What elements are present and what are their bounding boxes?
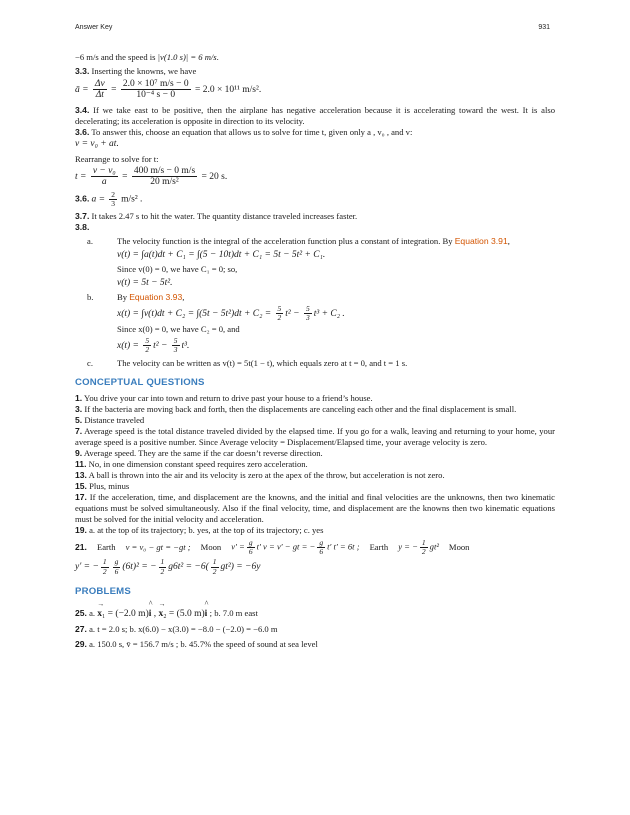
list-item: 3. If the bacteria are moving back and forth, then the displacements are canceling each other and the final displacement is small. [75,403,517,414]
answer-3-3: 3.3. Inserting the knowns, we have [75,66,197,76]
acceleration-equation: ā = $\frac{\Delta v}{\Delta t}$ = $\frac{\text{2.0 × 10⁷ m/s − 0}}{\text{10⁻⁴ s − 0}}$ = 2.0 × 10¹¹ m/s². [75,79,262,101]
answer-3-8-b: b. By Equation 3.93, x(t) = ∫v(t)dt + C₂ = ∫(5t − 5t²)dt + C₂ = $\frac{5}{2}$ t² − $\frac{5}{3}$ t³ + C₂ . Since x(0) = 0, we have C₂ = 0, and x(t) = $\frac{5}{2}$ t² − $\frac{5}{3}$ t³. [75,292,555,355]
answer-3-7: 3.7. It takes 2.47 s to hit the water. The quantity distance traveled increases faster. [75,211,358,222]
answer-3-6: 3.6. To answer this, choose an equation that allows us to solve for time t, given only a , v₀ , and v: [75,126,413,137]
answer-3-8-c: c. The velocity can be written as v(t) = 5t(1 − t), which equals zero at t = 0, and t = 1 s. [87,357,408,368]
list-item: 7. Average speed is the total distance traveled divided by the elapsed time. If you go for a walk, leaving and returning to your home, your average speed is a positive number. Since Average velocity = Displacement/Elapsed time, your average velocity is zero. [75,425,555,447]
problem-25: 25. a. → x₁ = (−2.0 m)^ i , → x₂ = (5.0 m)^ i ; b. 7.0 m east [75,608,555,620]
answer-3-8-a: a. The velocity function is the integral of the acceleration function plus a constant of integration. By Equation 3.91, v(t) = ∫a(t)dt + C₁ = ∫(5 − 10t)dt + C₁ = 5t − 5t² + C₁. Since v(0) = 0, we have C₁ = 0; so, v(t) = 5t − 5t². [75,236,555,288]
list-item: 17. If the acceleration, time, and displacement are the knowns, and the initial and final velocities are the unknowns, then two kinematic equations must be solved simultaneously. Also if the final velocity, time, and displacement are the knowns then two kinematic equations must be solved for the initial velocity and acceleration. [75,491,555,524]
position-function: x(t) = $\frac{5}{2}$ t² − $\frac{5}{3}$ t³. [117,336,190,355]
conceptual-list [75,393,555,536]
conceptual-questions-heading: CONCEPTUAL QUESTIONS [75,376,205,388]
answer-21-line-2: y′ = − $\frac{1}{2}$ $\frac{g}{6}$ (6t)² = − $\frac{1}{2}$ g6t² = −6( $\frac{1}{2}$ gt²) = −6y [75,557,261,576]
problem-29: 29. a. 150.0 s, v̄ = 156.7 m/s ; b. 45.7% the speed of sound at sea level [75,639,318,650]
equation-3-93-link[interactable]: Equation 3.93 [129,291,183,302]
velocity-integral-equation: v(t) = ∫a(t)dt + C₁ = ∫(5 − 10t)dt + C₁ = 5t − 5t² + C₁. [117,250,326,261]
rearrange-text: Rearrange to solve for t: [75,154,159,165]
list-item: 19. a. at the top of its trajectory; b. yes, at the top of its trajectory; c. yes [75,524,324,535]
answer-21-line-1: 21. Earth v = v₀ − gt = −gt ; Moon v′ = $\frac{g}{6}$ t′ v = v′ − gt = − $\frac{g}{6}$ t′ t′ = 6t ; Earth y = − $\frac{1}{2}$ gt² Moon [75,537,470,557]
time-equation: t = $\frac{\text{v − v₀}}{a}$ = $\frac{400 m/s - 0 m/s}{\text{20 m/s²}}$ = 20 s. [75,166,228,188]
list-item: 9. Average speed. They are the same if the car doesn’t reverse direction. [75,447,323,458]
list-item: 13. A ball is thrown into the air and its velocity is zero at the apex of the throw, but acceleration is not zero. [75,469,445,480]
answer-3-1-tail: −6 m/s and the speed is |v(1.0 s)| = 6 m/s. [75,52,219,62]
running-header: Answer Key [75,24,113,31]
problem-27: 27. a. t = 2.0 s; b. x(6.0) − x(3.0) = −8.0 − (−2.0) = −6.0 m [75,624,278,635]
page-number: 931 [538,24,550,31]
answer-3-6-second: 3.6. a = $\frac{2}{3}$ m/s² . [75,189,143,209]
list-item: 5. Distance traveled [75,414,145,425]
equation-3-91-link[interactable]: Equation 3.91 [454,236,508,247]
list-item: 15. Plus, minus [75,480,130,491]
list-item: 11. No, in one dimension constant speed requires zero acceleration. [75,458,308,469]
answer-3-4: 3.4. If we take east to be positive, then the airplane has negative acceleration because it is accelerating toward the west. It is also decelerating; its acceleration is opposite in direction to its velocity. [75,104,556,126]
velocity-equation: v = v₀ + at. [75,138,119,149]
speed-equation: |v(1.0 s)| = 6 m/s [157,52,217,62]
problems-heading: PROBLEMS [75,585,131,597]
position-integral-equation: x(t) = ∫v(t)dt + C₂ = ∫(5t − 5t²)dt + C₂ = $\frac{5}{2}$ t² − $\frac{5}{3}$ t³ + C₂ . [117,303,345,322]
answer-key-content [75,52,555,650]
answer-3-8-label: 3.8. [75,222,90,233]
velocity-function: v(t) = 5t − 5t². [117,277,173,288]
list-item: 1. You drive your car into town and return to drive past your house to a friend’s house. [75,392,373,403]
